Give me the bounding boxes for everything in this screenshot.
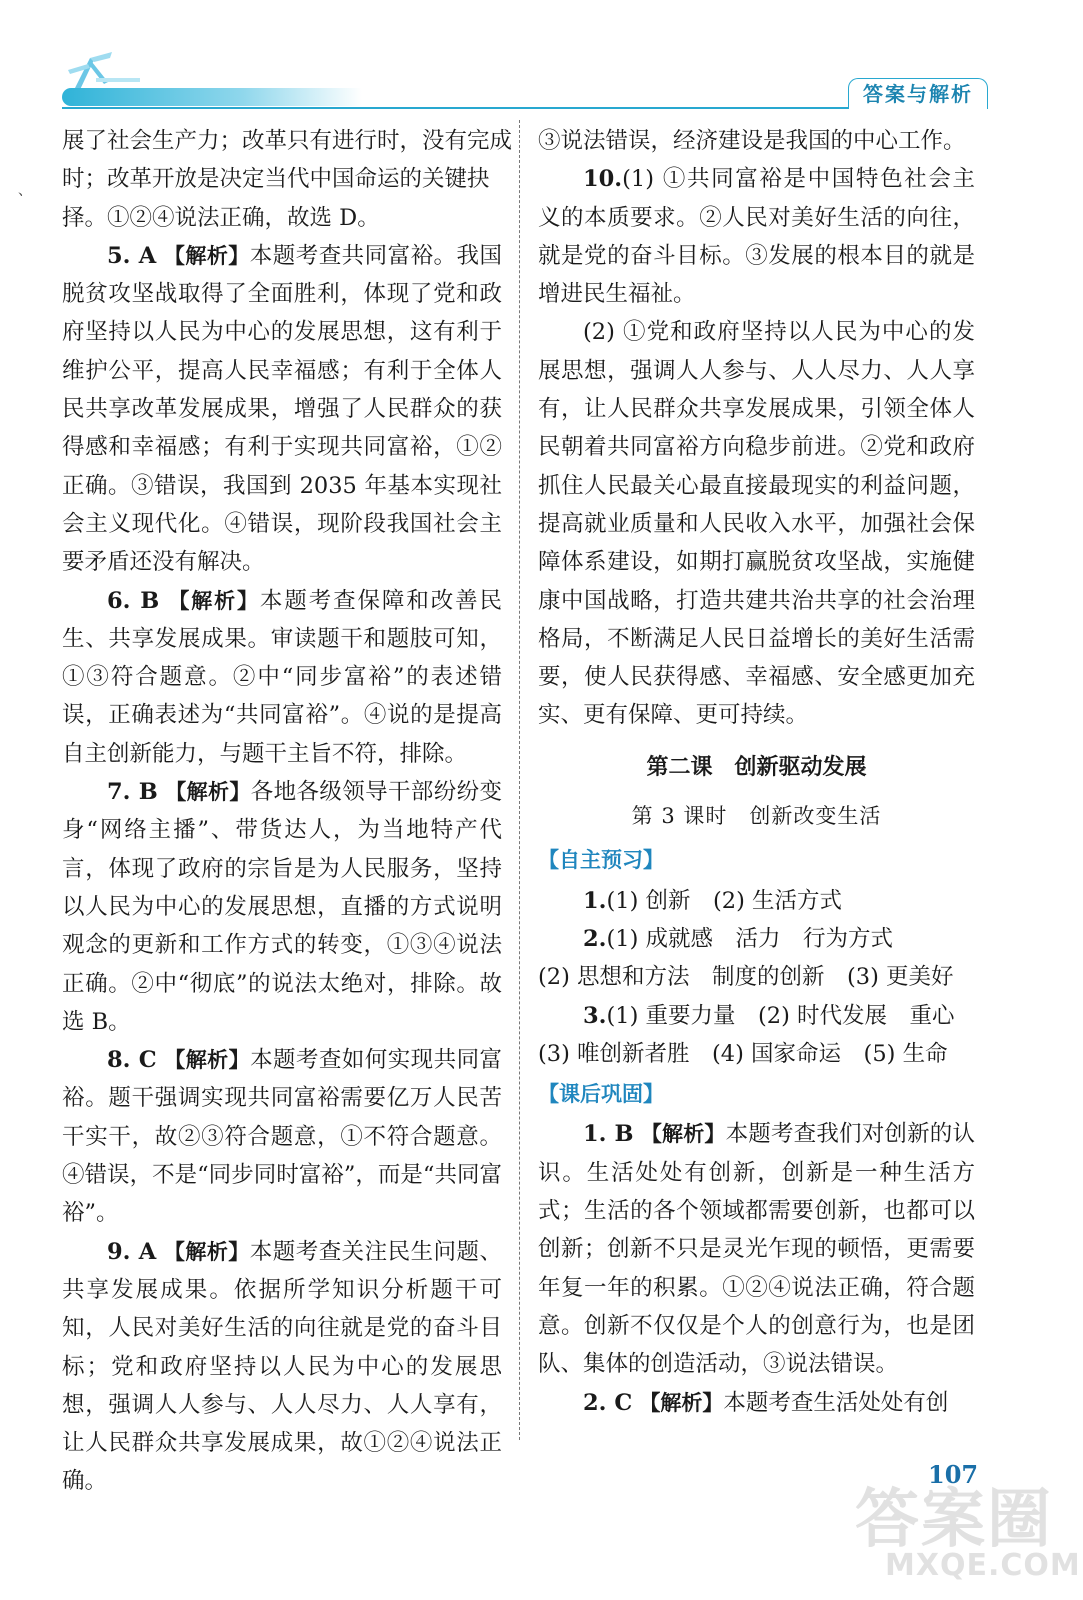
answer-text: 本题考查关注民生问题、共享发展成果。依据所学知识分析题干可知，人民对美好生活的向往就是党的奋斗目标；党和政府坚持以人民为中心的发展思想，强调人人参与、人人尽力、人人享有，让人民群众共享发展成果，故①②④说法正确。	[62, 1238, 502, 1495]
column-divider	[519, 120, 520, 1440]
text-line: 展了社会生产力；改革只有进行时，没有完成	[62, 128, 513, 154]
review-2	[538, 1384, 975, 1422]
item-number: 3.	[583, 1002, 607, 1029]
answer-number: 5. A	[107, 242, 157, 269]
analysis-tag: 【解析】	[639, 1390, 724, 1415]
text-line: 择。①②④说法正确，故选 D。	[62, 204, 380, 231]
answer-10-part1	[538, 160, 975, 313]
watermark-text: 答案圈	[855, 1483, 1053, 1557]
watermark-url: MXQE.COM	[885, 1548, 1081, 1583]
answer-number: 1. B	[583, 1121, 634, 1148]
answer-9	[62, 1233, 502, 1501]
preview-3	[538, 997, 975, 1035]
answer-number: 6. B	[107, 587, 160, 614]
item-text: (1) 重要力量 (2) 时代发展 重心	[606, 1002, 955, 1029]
answer-10-part2: (2) ①党和政府坚持以人民为中心的发展思想，强调人人参与、人人尽力、人人享有，让人民群众共享发展成果，引领全体人民朝着共同富裕方向稳步前进。②党和政府抓住人民最关心最直接最现实的利益问题，提高就业质量和人民收入水平，加强社会保障体系建设，如期打赢脱贫攻坚战，实施健康中国战略，打造共建共治共享的社会治理格局，不断满足人民日益增长的美好生活需要，使人民获得感、幸福感、安全感更加充实、更有保障、更可持续。	[538, 319, 975, 729]
review-1	[538, 1115, 975, 1383]
page-header	[0, 0, 1083, 120]
text-line: 时；改革开放是决定当代中国命运的关键抉	[62, 166, 490, 193]
answer-text: 本题考查生活处处有创	[723, 1389, 949, 1416]
answer-text: 本题考查如何实现共同富裕。题干强调实现共同富裕需要亿万人民苦干实干，故②③符合题意，①不符合题意。④错误，不是“同步同时富裕”，而是“共同富裕”。	[62, 1047, 503, 1227]
analysis-tag: 【解析】	[168, 588, 260, 613]
answer-number: 7. B	[107, 779, 158, 806]
answer-text: 本题考查共同富裕。我国脱贫攻坚战取得了全面胜利，体现了党和政府坚持以人民为中心的发展思想，这有利于维护公平，提高人民幸福感；有利于全体人民共享改革发展成果，增强了人民群众的获得感和幸福感；有利于实现共同富裕，①②正确。③错误，我国到 2035 年基本实现社会主义现代化。④错误，现阶段我国社会主要矛盾还没有解决。	[62, 242, 502, 576]
lesson-title: 第二课 创新驱动发展	[646, 754, 867, 780]
item-number: 1.	[583, 887, 607, 914]
answer-number: 8. C	[107, 1047, 157, 1074]
watermark	[855, 1468, 1081, 1598]
preview-2	[538, 920, 975, 958]
answer-6	[62, 582, 502, 773]
section-tag: 答案与解析	[848, 78, 988, 109]
answer-number: 10.	[583, 166, 623, 193]
answer-text: (1) ①共同富裕是中国特色社会主义的本质要求。②人民对美好生活的向往，就是党的奋斗目标。③发展的根本目的就是增进民生福祉。	[538, 166, 975, 308]
item-number: 2.	[583, 925, 607, 952]
period-title: 第 3 课时 创新改变生活	[631, 804, 882, 829]
analysis-tag: 【解析】	[163, 243, 250, 268]
answer-text: 本题考查我们对创新的认识。生活处处有创新，创新是一种生活方式；生活的各个领域都需要创新，也都可以创新；创新不只是灵光乍现的顿悟，更需要年复一年的积累。①②④说法正确，符合题意。创新不仅仅是个人的创意行为，也是团队、集体的创造活动，③说法错误。	[538, 1121, 975, 1378]
analysis-tag: 【解析】	[165, 780, 251, 805]
preview-2b: (2) 思想和方法 制度的创新 (3) 更美好	[538, 964, 954, 991]
item-text: (1) 创新 (2) 生活方式	[606, 887, 843, 914]
section-heading-review: 【课后巩固】	[538, 1082, 664, 1107]
stray-mark: 、	[18, 183, 32, 199]
answer-number: 9. A	[107, 1238, 157, 1265]
answer-5	[62, 237, 502, 582]
analysis-tag: 【解析】	[163, 1239, 250, 1264]
preview-3b: (3) 唯创新者胜 (4) 国家命运 (5) 生命	[538, 1040, 948, 1067]
analysis-tag: 【解析】	[640, 1122, 726, 1147]
item-text: (1) 成就感 活力 行为方式	[606, 925, 894, 952]
answer-number: 2. C	[583, 1389, 633, 1416]
answer-8	[62, 1041, 502, 1232]
preview-1	[538, 882, 975, 920]
header-band	[62, 88, 362, 106]
answer-text: 本题考查保障和改善民生、共享发展成果。审读题干和题肢可知，①③符合题意。②中“同步富裕”的表述错误，正确表述为“共同富裕”。④说的是提高自主创新能力，与题干主旨不符，排除。	[62, 587, 503, 767]
answer-7	[62, 773, 502, 1041]
answer-text: 各地各级领导干部纷纷变身“网络主播”、带货达人，为当地特产代言，体现了政府的宗旨是为人民服务，坚持以人民为中心的发展思想，直播的方式说明观念的更新和工作方式的转变，①③④说法正确。②中“彻底”的说法太绝对，排除。故选 B。	[62, 779, 502, 1035]
page-number: 107	[928, 1460, 979, 1489]
text-line: ③说法错误，经济建设是我国的中心工作。	[538, 128, 966, 154]
analysis-tag: 【解析】	[164, 1048, 251, 1073]
section-heading-preview: 【自主预习】	[538, 848, 664, 873]
right-column	[538, 122, 975, 1422]
left-column	[62, 122, 513, 1501]
